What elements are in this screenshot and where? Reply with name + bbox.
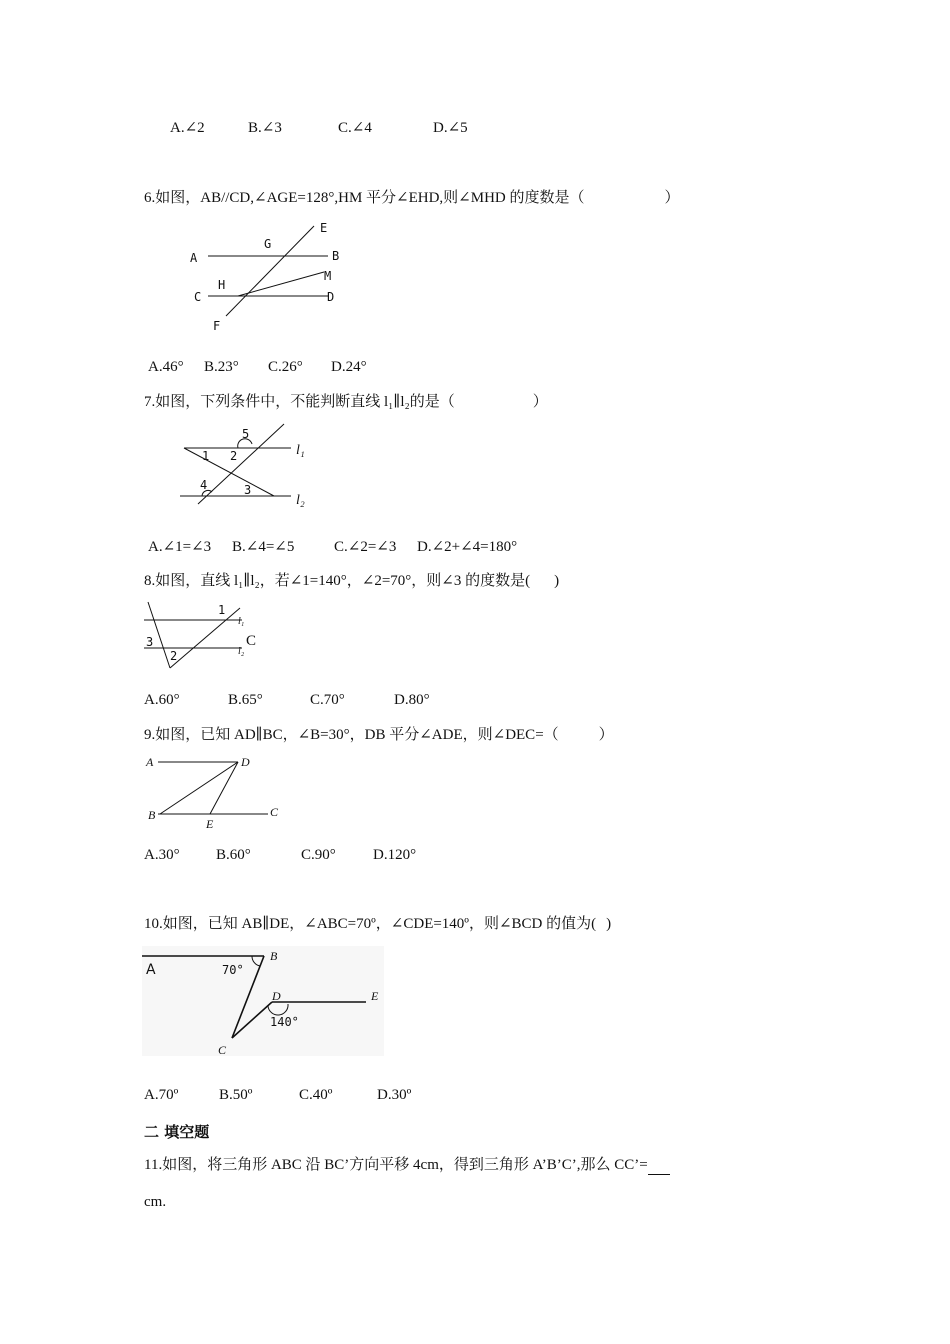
q7-option-d: D.∠2+∠4=180°: [417, 539, 518, 555]
q8-question: [144, 571, 559, 591]
q10-option-c: C.40º: [299, 1087, 333, 1103]
q9-label-a: A: [146, 755, 154, 769]
q8-label-c: C: [246, 633, 257, 649]
q8-option-b: B.65°: [228, 692, 263, 708]
q9-option-b: B.60°: [216, 847, 251, 863]
q8-label-l1: l₁: [238, 616, 245, 627]
q7-option-b: B.∠4=∠5: [232, 539, 295, 555]
q5-option-c: C.∠4: [338, 120, 372, 136]
section-heading: 二 填空题: [144, 1123, 210, 1141]
q8-text: 8.如图，直线 l₁∥l₂，若∠1=140°，∠2=70°，则∠3 的度数是(: [144, 573, 531, 589]
q10-angle-140: 140°: [270, 1015, 299, 1029]
q8-label-1: 1: [218, 603, 226, 617]
q10-question: [144, 914, 611, 934]
q7-question: [144, 392, 548, 412]
q6-label-a: A: [190, 251, 198, 265]
q6-option-d: D.24°: [331, 359, 367, 375]
q6-label-m: M: [324, 269, 332, 283]
q10-close: ): [606, 916, 612, 932]
q10-figure: [142, 946, 384, 1056]
q6-option-a: A.46°: [148, 359, 184, 375]
q11-unit: cm.: [144, 1194, 167, 1210]
q9-close: ）: [598, 727, 614, 743]
q7-label-4: 4: [200, 478, 208, 492]
q7-option-a: A.∠1=∠3: [148, 539, 212, 555]
q7-label-3: 3: [244, 483, 252, 497]
q6-label-g: G: [264, 237, 272, 251]
q10-option-b: B.50º: [219, 1087, 253, 1103]
q9-text: 9.如图，已知 AD∥BC，∠B=30°，DB 平分∠ADE，则∠DEC=（: [144, 727, 559, 743]
q8-figure: [140, 600, 270, 672]
q7-close: ）: [532, 394, 548, 410]
q8-label-3: 3: [146, 635, 154, 649]
q5-option-d: D.∠5: [433, 120, 468, 136]
q5-option-b: B.∠3: [248, 120, 282, 136]
q8-option-d: D.80°: [394, 692, 430, 708]
q6-close: ）: [664, 190, 680, 206]
q10-option-a: A.70º: [144, 1087, 179, 1103]
q11-question: [144, 1155, 670, 1175]
q6-label-b: B: [332, 249, 340, 263]
q9-label-b: B: [148, 808, 156, 822]
q6-label-h: H: [218, 278, 226, 292]
q7-label-1: 1: [202, 449, 210, 463]
q10-text: 10.如图，已知 AB∥DE，∠ABC=70º，∠CDE=140º，则∠BCD 的值为(: [144, 916, 597, 932]
q6-question: [144, 188, 680, 208]
q8-label-2: 2: [170, 649, 178, 663]
q10-label-a: A: [146, 962, 156, 978]
q8-option-c: C.70°: [310, 692, 345, 708]
q6-text: 6.如图，AB//CD,∠AGE=128°,HM 平分∠EHD,则∠MHD 的度数是（: [144, 190, 585, 206]
q9-option-d: D.120°: [373, 847, 417, 863]
q10-label-b: B: [270, 949, 278, 963]
q9-figure: [144, 752, 294, 832]
q7-figure: [176, 422, 326, 514]
q8-close: ): [554, 573, 560, 589]
q11-answer-blank[interactable]: [648, 1160, 670, 1175]
q7-option-c: C.∠2=∠3: [334, 539, 397, 555]
q6-label-d: D: [327, 290, 335, 304]
q7-text: 7.如图，下列条件中，不能判断直线 l₁∥l₂的是（: [144, 394, 455, 410]
q6-figure: [180, 218, 360, 338]
q9-option-a: A.30°: [144, 847, 180, 863]
q9-label-d: D: [241, 755, 250, 769]
q9-question: [144, 725, 614, 745]
q6-label-f: F: [213, 319, 221, 333]
q6-option-c: C.26°: [268, 359, 303, 375]
q10-label-c: C: [218, 1043, 227, 1056]
q7-label-l1: l₁: [296, 443, 305, 458]
q10-label-d: D: [272, 989, 281, 1003]
q8-label-l2: l₂: [238, 646, 245, 657]
q9-label-e: E: [206, 817, 214, 831]
q6-option-b: B.23°: [204, 359, 239, 375]
q9-label-c: C: [270, 805, 279, 819]
q10-angle-70: 70°: [222, 963, 244, 977]
q10-label-e: E: [371, 989, 379, 1003]
q7-label-5: 5: [242, 427, 250, 441]
q5-option-a: A.∠2: [170, 120, 205, 136]
q11-text: 11.如图，将三角形 ABC 沿 BC’方向平移 4cm，得到三角形 A’B’C’,那么 CC’=: [144, 1157, 648, 1173]
q6-label-e: E: [320, 221, 328, 235]
q7-label-l2: l₂: [296, 493, 305, 508]
q7-label-2: 2: [230, 449, 238, 463]
q8-option-a: A.60°: [144, 692, 180, 708]
q9-option-c: C.90°: [301, 847, 336, 863]
q6-label-c: C: [194, 290, 202, 304]
q10-option-d: D.30º: [377, 1087, 412, 1103]
